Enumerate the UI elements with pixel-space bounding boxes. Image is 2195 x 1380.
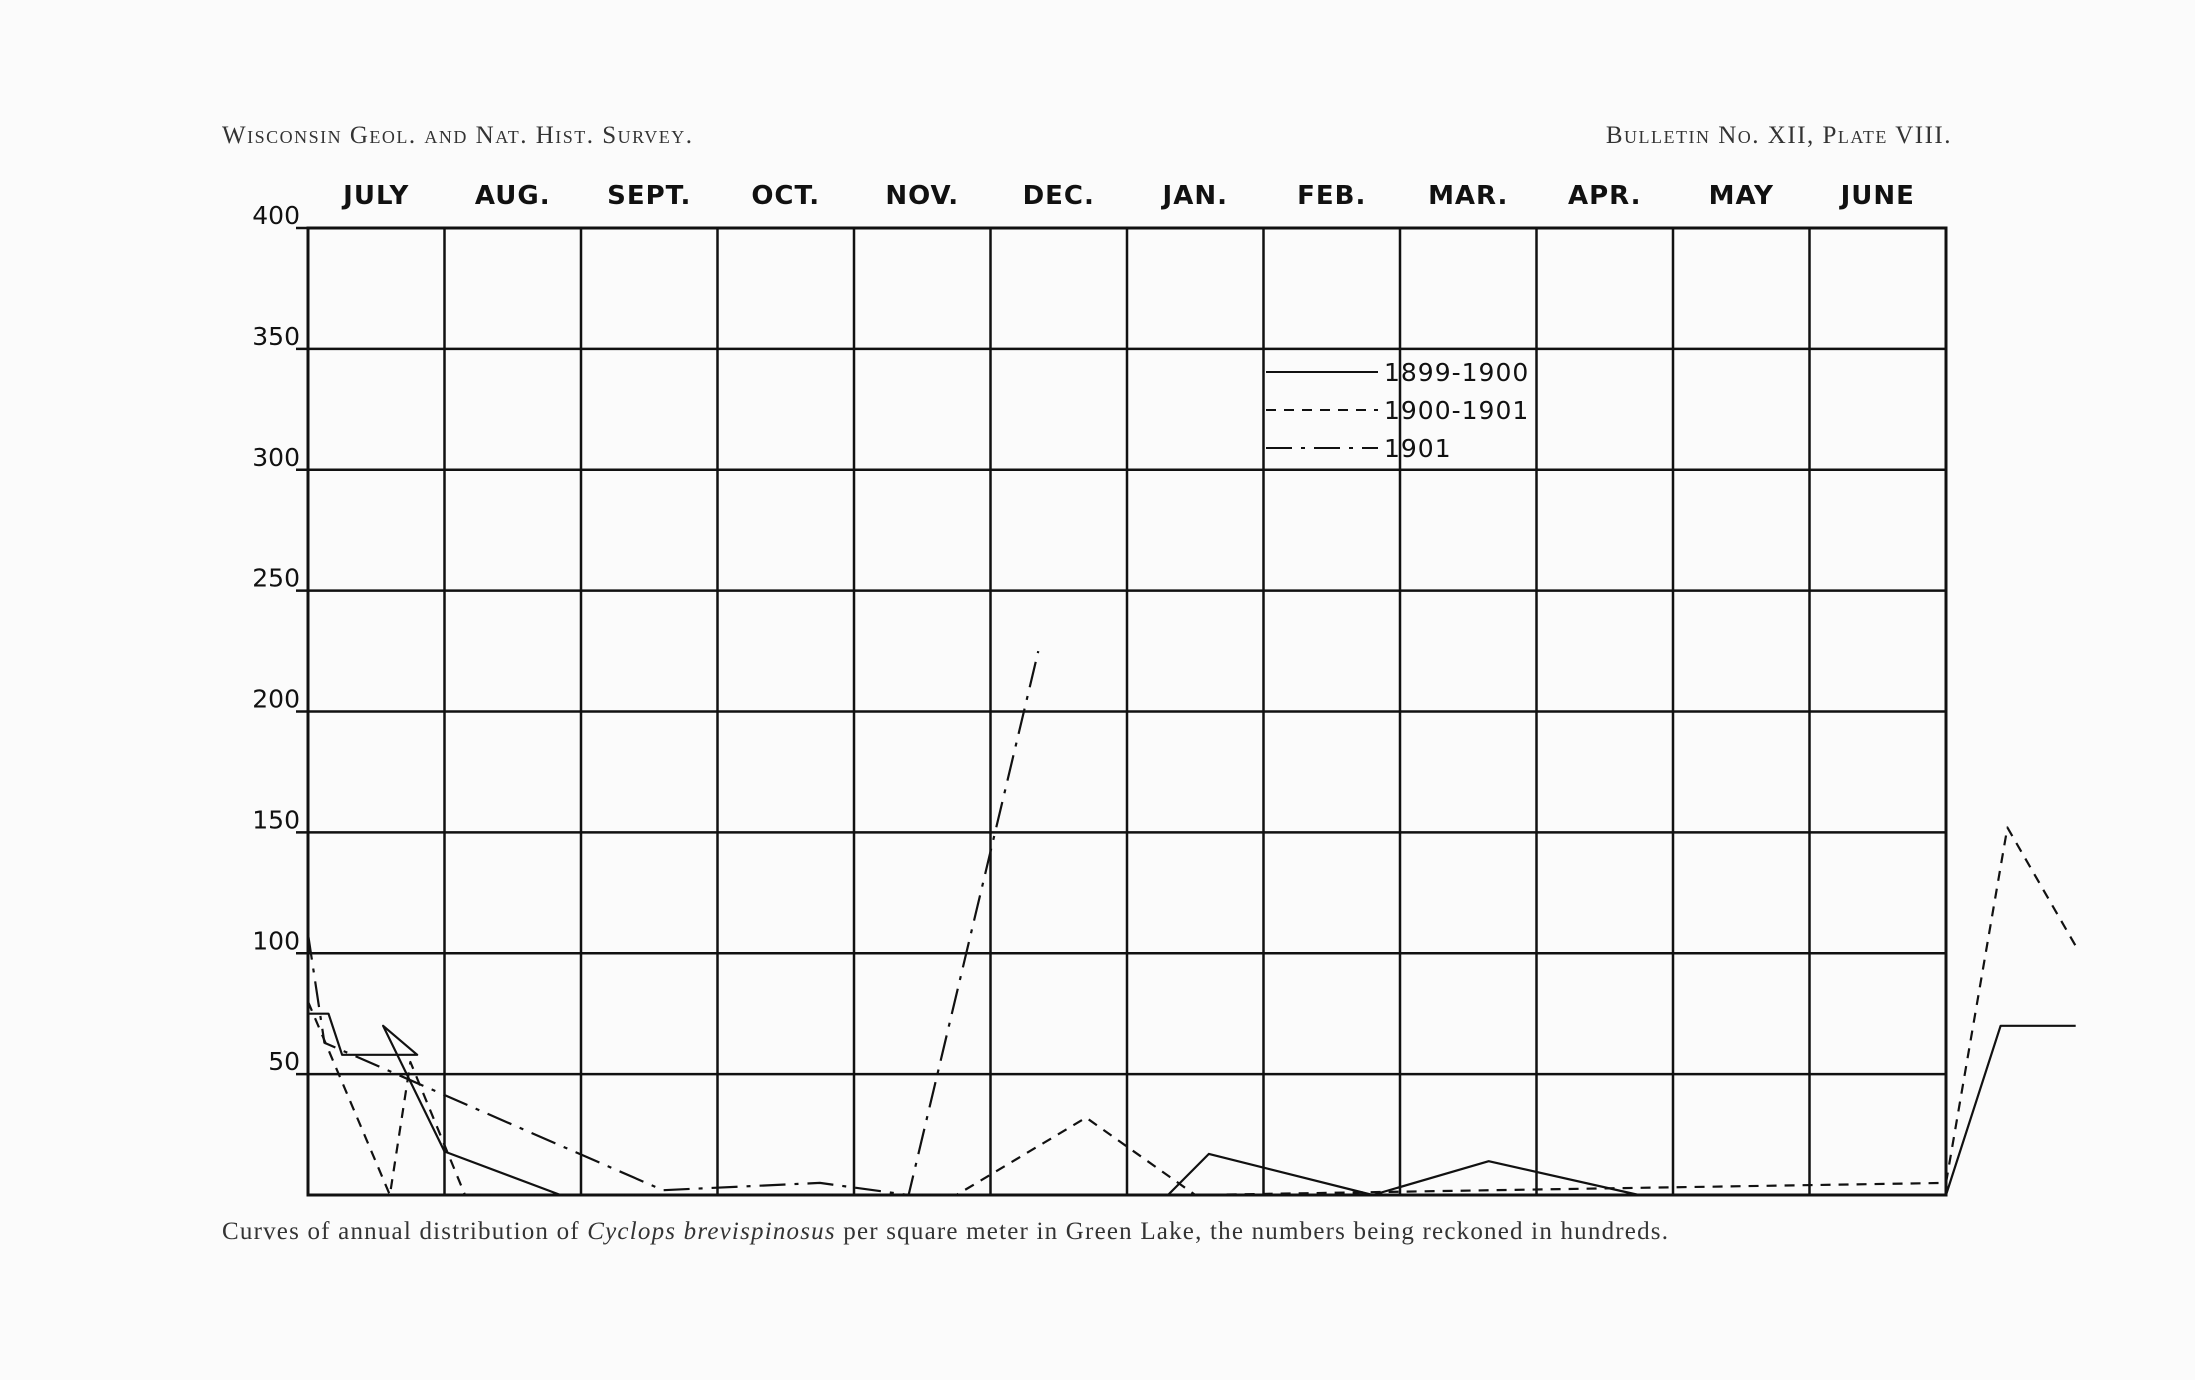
month-label: MAR. [1428,181,1509,211]
y-tick-label: 100 [252,926,300,956]
caption-before: Curves of annual distribution of [222,1218,588,1245]
legend-label: 1901 [1384,434,1452,463]
y-tick-label: 250 [252,563,300,593]
y-tick-label: 300 [252,442,300,472]
y-tick-label: 200 [252,684,300,714]
legend-label: 1899-1900 [1384,358,1530,387]
series-line-2 [308,651,1038,1195]
bulletin-header: Bulletin No. XII, Plate VIII. [1605,122,1952,149]
y-tick-labels [252,201,300,1076]
month-label: SEPT. [607,181,692,211]
legend [1266,358,1529,463]
y-tick-label: 50 [268,1047,300,1077]
grid [296,228,1946,1195]
month-label: JAN. [1162,181,1228,211]
month-label: FEB. [1297,181,1367,211]
month-label: JULY [343,181,410,211]
month-label: JUNE [1840,181,1915,211]
y-tick-label: 350 [252,321,300,351]
month-label: DEC. [1022,181,1095,211]
month-label: NOV. [885,181,960,211]
y-tick-label: 400 [252,201,300,230]
y-tick-label: 150 [252,805,300,835]
month-label: APR. [1567,181,1642,211]
month-label: MAY [1708,181,1774,211]
legend-label: 1900-1901 [1384,396,1530,425]
caption-species: Cyclops brevispinosus [587,1218,836,1245]
month-label: OCT. [751,181,821,211]
survey-header: Wisconsin Geol. and Nat. Hist. Survey. [222,122,694,149]
month-labels [341,181,1915,211]
month-label: AUG. [474,181,551,211]
figure-caption [222,1218,1982,1246]
caption-after: per square meter in Green Lake, the numbers being reckoned in hundreds. [835,1218,1670,1245]
